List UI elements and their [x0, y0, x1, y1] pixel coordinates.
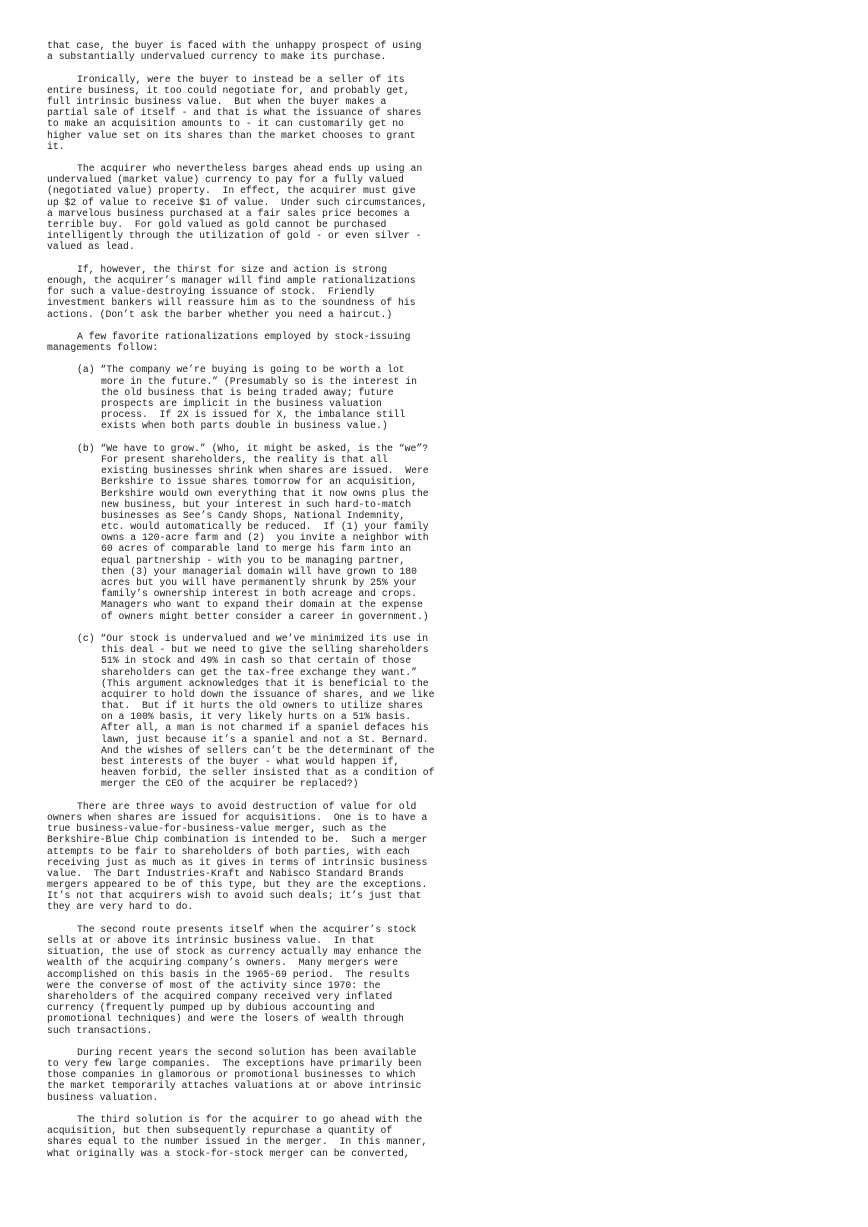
- text-line: currency (frequently pumped up by dubious accounting and: [47, 1002, 375, 1014]
- text-line: Berkshire would own everything that it now owns plus the: [101, 487, 429, 499]
- paragraph: [47, 40, 847, 62]
- text-line: etc. would automatically be reduced. If (1) your family: [101, 521, 429, 533]
- text-line: for such a value-destroying issuance of stock. Friendly: [47, 286, 375, 298]
- text-line: heaven forbid, the seller insisted that as a condition of: [101, 767, 435, 779]
- text-line: For present shareholders, the reality is that all: [101, 453, 388, 465]
- text-line: a marvelous business purchased at a fair sales price becomes a: [47, 207, 410, 219]
- text-line: Managers who want to expand their domain at the expense: [101, 599, 423, 611]
- text-line: (c) “Our stock is undervalued and we’ve minimized its use in: [77, 632, 429, 644]
- text-line: were the converse of most of the activity since 1970: the: [47, 979, 381, 991]
- paragraph: [47, 74, 847, 152]
- paragraph: [47, 1047, 847, 1103]
- text-line: prospects are implicit in the business valuation: [101, 398, 382, 409]
- text-line: valued as lead.: [47, 241, 135, 253]
- text-line: value. The Dart Industries-Kraft and Nabisco Standard Brands: [47, 867, 404, 879]
- text-line: Ironically, were the buyer to instead be a seller of its: [77, 73, 405, 85]
- text-line: The acquirer who nevertheless barges ahead ends up using an: [77, 163, 423, 175]
- text-line: full intrinsic business value. But when the buyer makes a: [47, 95, 387, 107]
- text-line: wealth of the acquiring company’s owners. Many mergers were: [47, 957, 399, 969]
- text-line: attempts to be fair to shareholders of both parties, with each: [47, 845, 410, 857]
- text-line: (a) “The company we’re buying is going to be worth a lot: [77, 364, 405, 376]
- text-line: true business-value-for-business-value merger, such as the: [47, 823, 387, 835]
- text-line: After all, a man is not charmed if a spaniel defaces his: [101, 722, 429, 734]
- text-line: The third solution is for the acquirer to go ahead with the: [77, 1114, 423, 1125]
- list-item: [47, 443, 847, 622]
- list-item: [47, 364, 847, 431]
- text-line: managements follow:: [47, 342, 159, 354]
- text-line: situation, the use of stock as currency actually may enhance the: [47, 946, 422, 958]
- text-line: up $2 of value to receive $1 of value. Under such circumstances,: [47, 196, 428, 208]
- text-line: There are three ways to avoid destruction of value for old: [77, 800, 417, 812]
- text-line: actions. (Don’t ask the barber whether you need a haircut.): [47, 308, 393, 320]
- text-line: merger the CEO of the acquirer be replaced?): [101, 778, 359, 790]
- paragraph: [47, 264, 847, 320]
- text-line: The second route presents itself when the acquirer’s stock: [77, 923, 417, 935]
- text-line: (b) “We have to grow.” (Who, it might be asked, is the “we”?: [77, 442, 429, 454]
- text-line: owns a 120-acre farm and (2) you invite a neighbor with: [101, 532, 429, 544]
- text-line: During recent years the second solution has been available: [77, 1046, 417, 1058]
- text-line: more in the future.” (Presumably so is the interest in: [101, 375, 417, 387]
- text-line: to make an acquisition amounts to - it can customarily get no: [47, 118, 404, 130]
- text-line: shares equal to the number issued in the merger. In this manner,: [47, 1136, 428, 1148]
- text-line: exists when both parts double in business value.): [101, 420, 388, 432]
- text-line: acquirer to hold down the issuance of shares, and we like: [101, 688, 435, 700]
- text-line: acres but you will have permanently shrunk by 25% your: [101, 577, 417, 588]
- text-line: best interests of the buyer - what would happen if,: [101, 756, 400, 767]
- text-line: mergers appeared to be of this type, but they are the exceptions.: [47, 879, 428, 891]
- paragraph: [47, 331, 847, 353]
- text-line: sells at or above its intrinsic business value. In that: [47, 935, 375, 946]
- text-line: they are very hard to do.: [47, 901, 194, 913]
- text-line: shareholders of the acquired company received very inflated: [47, 990, 393, 1002]
- text-line: (This argument acknowledges that it is beneficial to the: [101, 677, 429, 689]
- text-line: new business, but your interest in such hard-to-match: [101, 498, 412, 510]
- paragraph: [47, 924, 847, 1036]
- text-line: enough, the acquirer’s manager will find ample rationalizations: [47, 274, 416, 286]
- text-line: to very few large companies. The exceptions have primarily been: [47, 1058, 422, 1070]
- text-line: businesses as See’s Candy Shops, National Indemnity,: [101, 509, 406, 521]
- text-line: promotional techniques) and were the losers of wealth through: [47, 1013, 404, 1025]
- text-line: that case, the buyer is faced with the unhappy prospect of using: [47, 40, 422, 51]
- text-line: the market temporarily attaches valuations at or above intrinsic: [47, 1080, 422, 1092]
- text-line: entire business, it too could negotiate for, and probably get,: [47, 84, 410, 96]
- text-line: business valuation.: [47, 1091, 159, 1103]
- text-line: that. But if it hurts the old owners to utilize shares: [101, 700, 423, 712]
- text-line: a substantially undervalued currency to make its purchase.: [47, 51, 387, 63]
- text-line: intelligently through the utilization of gold - or even silver -: [47, 230, 422, 242]
- text-line: owners when shares are issued for acquisitions. One is to have a: [47, 811, 428, 823]
- text-line: partial sale of itself - and that is what the issuance of shares: [47, 107, 422, 119]
- text-line: (negotiated value) property. In effect, the acquirer must give: [47, 185, 416, 197]
- text-line: shareholders can get the tax-free exchange they want.”: [101, 666, 417, 678]
- text-line: terrible buy. For gold valued as gold cannot be purchased: [47, 219, 387, 230]
- text-line: And the wishes of sellers can’t be the determinant of the: [101, 744, 435, 756]
- text-line: process. If 2X is issued for X, the imbalance still: [101, 409, 406, 421]
- text-line: the old business that is being traded away; future: [101, 386, 394, 398]
- text-line: those companies in glamorous or promotional businesses to which: [47, 1069, 416, 1081]
- list-item: [47, 633, 847, 790]
- paragraph: [47, 1114, 847, 1159]
- text-line: undervalued (market value) currency to pay for a fully valued: [47, 174, 404, 186]
- document-page: [47, 40, 847, 1170]
- text-line: family’s ownership interest in both acreage and crops.: [101, 588, 417, 600]
- text-line: on a 100% basis, it very likely hurts on a 51% basis.: [101, 711, 412, 723]
- text-line: If, however, the thirst for size and action is strong: [77, 263, 388, 275]
- text-line: A few favorite rationalizations employed by stock-issuing: [77, 330, 411, 342]
- text-line: Berkshire-Blue Chip combination is intended to be. Such a merger: [47, 834, 428, 846]
- text-line: acquisition, but then subsequently repurchase a quantity of: [47, 1125, 393, 1137]
- paragraph: [47, 801, 847, 913]
- paragraph: [47, 163, 847, 253]
- text-line: this deal - but we need to give the selling shareholders: [101, 644, 429, 656]
- text-line: higher value set on its shares than the market chooses to grant: [47, 129, 416, 141]
- text-line: Berkshire to issue shares tomorrow for an acquisition,: [101, 476, 417, 488]
- text-line: accomplished on this basis in the 1965-69 period. The results: [47, 968, 410, 980]
- text-line: equal partnership - with you to be managing partner,: [101, 554, 406, 566]
- text-line: It’s not that acquirers wish to avoid such deals; it’s just that: [47, 890, 422, 902]
- text-line: existing businesses shrink when shares are issued. Were: [101, 465, 429, 477]
- text-line: of owners might better consider a career in government.): [101, 610, 429, 622]
- text-line: such transactions.: [47, 1024, 153, 1036]
- text-line: 51% in stock and 49% in cash so that certain of those: [101, 655, 412, 667]
- text-line: then (3) your managerial domain will have grown to 180: [101, 565, 417, 577]
- text-line: what originally was a stock-for-stock merger can be converted,: [47, 1147, 410, 1159]
- text-line: 60 acres of comparable land to merge his farm into an: [101, 543, 412, 555]
- text-line: investment bankers will reassure him as to the soundness of his: [47, 297, 416, 309]
- text-line: lawn, just because it’s a spaniel and not a St. Bernard.: [101, 733, 429, 745]
- text-line: it.: [47, 140, 65, 152]
- text-line: receiving just as much as it gives in terms of intrinsic business: [47, 856, 428, 868]
